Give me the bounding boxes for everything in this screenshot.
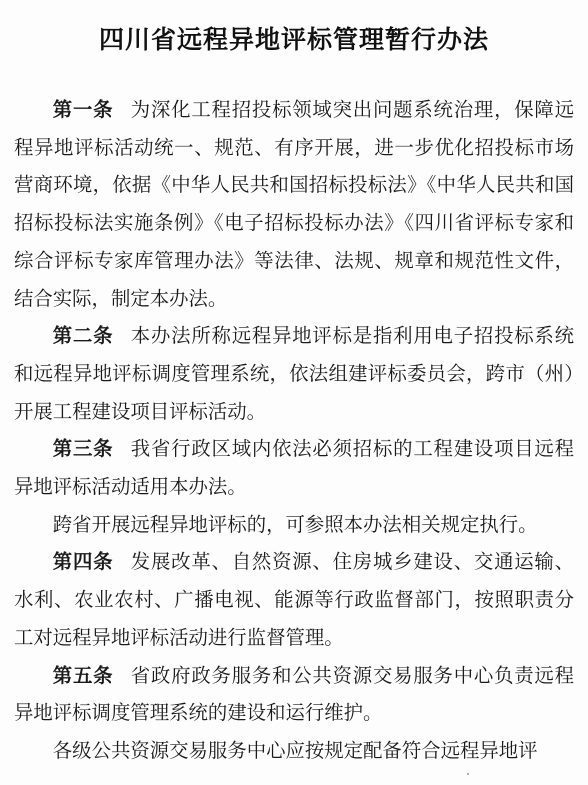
article-4-label: 第四条 <box>52 550 114 574</box>
article-1-text: 为深化工程招投标领域突出问题系统治理，保障远程异地评标活动统一、规范、有序开展，进一步优化招投标市场营商环境，依据《中华人民共和国招标投标法》《中华人民共和国招标投标法实施条例》《电子招标投标办法》《四川省评标专家和综合评标专家库管理办法》等法律、法规、规章和规范性文件，结合实际，制定本办法。 <box>14 98 575 310</box>
article-3-label: 第三条 <box>52 437 114 461</box>
scan-speck-mark <box>467 773 469 775</box>
article-3-continuation-paragraph <box>14 506 574 544</box>
article-5-paragraph <box>14 657 574 732</box>
article-2-label: 第二条 <box>52 324 114 348</box>
article-3-text: 我省行政区域内依法必须招标的工程建设项目远程异地评标活动适用本办法。 <box>14 437 575 499</box>
document-body <box>14 91 574 770</box>
article-4-text: 发展改革、自然资源、住房城乡建设、交通运输、水利、农业农村、广播电视、能源等行政监督部门，按照职责分工对远程异地评标活动进行监督管理。 <box>14 550 575 649</box>
article-3-continuation-text: 跨省开展远程异地评标的，可参照本办法相关规定执行。 <box>52 512 538 536</box>
article-4-paragraph <box>14 543 574 656</box>
document-title: 四川省远程异地评标管理暂行办法 <box>98 25 489 54</box>
article-1-label: 第一条 <box>52 98 114 121</box>
article-3-paragraph <box>14 430 574 505</box>
article-5-text: 省政府政务服务和公共资源交易服务中心负责远程异地评标调度管理系统的建设和运行维护。 <box>14 663 575 725</box>
article-2-text: 本办法所称远程异地评标是指利用电子招投标系统和远程异地评标调度管理系统，依法组建评标委员会，跨市（州）开展工程建设项目评标活动。 <box>14 324 575 423</box>
article-2-paragraph <box>14 317 574 430</box>
article-5-continuation-paragraph <box>14 732 574 770</box>
article-5-continuation-text: 各级公共资源交易服务中心应按规定配备符合远程异地评 <box>52 738 538 762</box>
article-1-paragraph <box>14 91 574 317</box>
article-5-label: 第五条 <box>52 663 114 687</box>
